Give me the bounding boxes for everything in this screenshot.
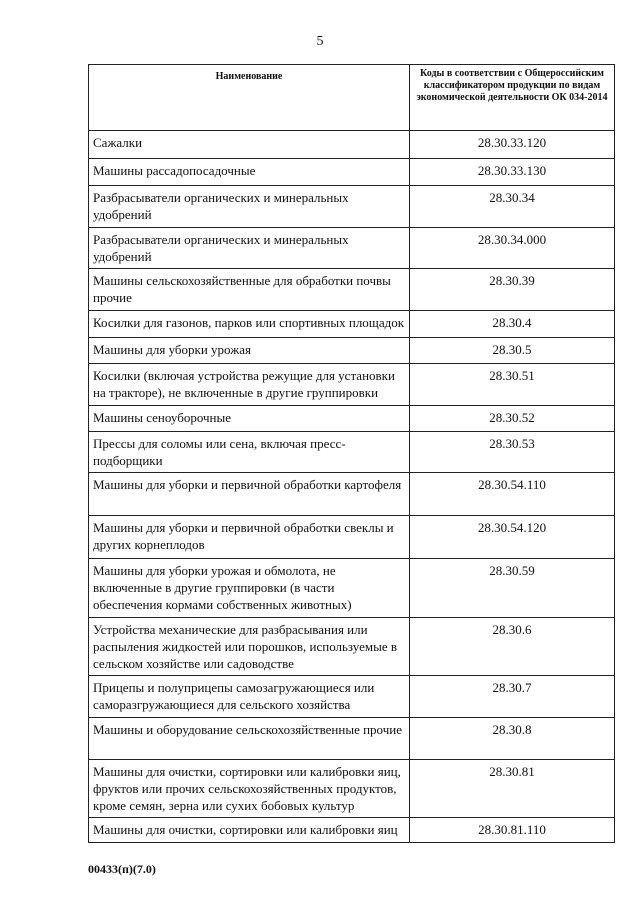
row-code: 28.30.53 [410,432,615,473]
row-name: Машины для очистки, сортировки или калибровки яиц, фруктов или прочих сельскохозяйственных продуктов, кроме семян, зерна или сухих бобовых культур [89,760,410,818]
row-code: 28.30.51 [410,364,615,406]
row-code: 28.30.54.110 [410,473,615,516]
page-number: 5 [316,34,324,49]
table-row [89,269,615,311]
header-code: Коды в соответствии с Общероссийским классификатором продукции по видам экономической деятельности ОК 034-2014 [410,65,615,131]
header-name: Наименование [89,65,410,131]
table-row [89,718,615,760]
row-name: Машины для уборки урожая и обмолота, не включенные в другие группировки (в части обеспечения кормами собственных животных) [89,559,410,618]
row-name: Машины и оборудование сельскохозяйственные прочие [89,718,410,760]
row-name: Прессы для соломы или сена, включая пресс-подборщики [89,432,410,473]
row-code: 28.30.6 [410,618,615,676]
table-row [89,159,615,186]
row-name: Косилки (включая устройства режущие для установки на тракторе), не включенные в другие группировки [89,364,410,406]
document-code: 00433(п)(7.0) [88,862,156,876]
table-header-row [89,65,615,131]
row-name: Устройства механические для разбрасывания или распыления жидкостей или порошков, используемые в сельском хозяйстве или садоводстве [89,618,410,676]
row-code: 28.30.81 [410,760,615,818]
table-row [89,818,615,843]
row-code: 28.30.4 [410,311,615,338]
row-name: Машины для уборки урожая [89,338,410,364]
table-row [89,338,615,364]
row-name: Сажалки [89,131,410,159]
classification-table [88,64,615,843]
row-name: Машины для уборки и первичной обработки картофеля [89,473,410,516]
table-row [89,406,615,432]
table-row [89,228,615,269]
row-code: 28.30.81.110 [410,818,615,843]
row-code: 28.30.34.000 [410,228,615,269]
row-code: 28.30.33.130 [410,159,615,186]
row-name: Косилки для газонов, парков или спортивных площадок [89,311,410,338]
table-row [89,432,615,473]
row-name: Разбрасыватели органических и минеральных удобрений [89,186,410,228]
table-row [89,559,615,618]
row-code: 28.30.34 [410,186,615,228]
row-code: 28.30.59 [410,559,615,618]
table-row [89,676,615,718]
row-name: Разбрасыватели органических и минеральных удобрений [89,228,410,269]
row-code: 28.30.52 [410,406,615,432]
row-code: 28.30.54.120 [410,516,615,559]
table-row [89,364,615,406]
row-name: Машины рассадопосадочные [89,159,410,186]
row-name: Машины для уборки и первичной обработки свеклы и других корнеплодов [89,516,410,559]
row-name: Машины сельскохозяйственные для обработки почвы прочие [89,269,410,311]
row-name: Прицепы и полуприцепы самозагружающиеся или саморазгружающиеся для сельского хозяйства [89,676,410,718]
table-row [89,186,615,228]
table-row [89,473,615,516]
row-name: Машины для очистки, сортировки или калибровки яиц [89,818,410,843]
table-row [89,618,615,676]
row-code: 28.30.33.120 [410,131,615,159]
row-code: 28.30.8 [410,718,615,760]
table-row [89,760,615,818]
row-code: 28.30.5 [410,338,615,364]
row-name: Машины сеноуборочные [89,406,410,432]
table-row [89,311,615,338]
row-code: 28.30.7 [410,676,615,718]
row-code: 28.30.39 [410,269,615,311]
table-row [89,131,615,159]
table-row [89,516,615,559]
